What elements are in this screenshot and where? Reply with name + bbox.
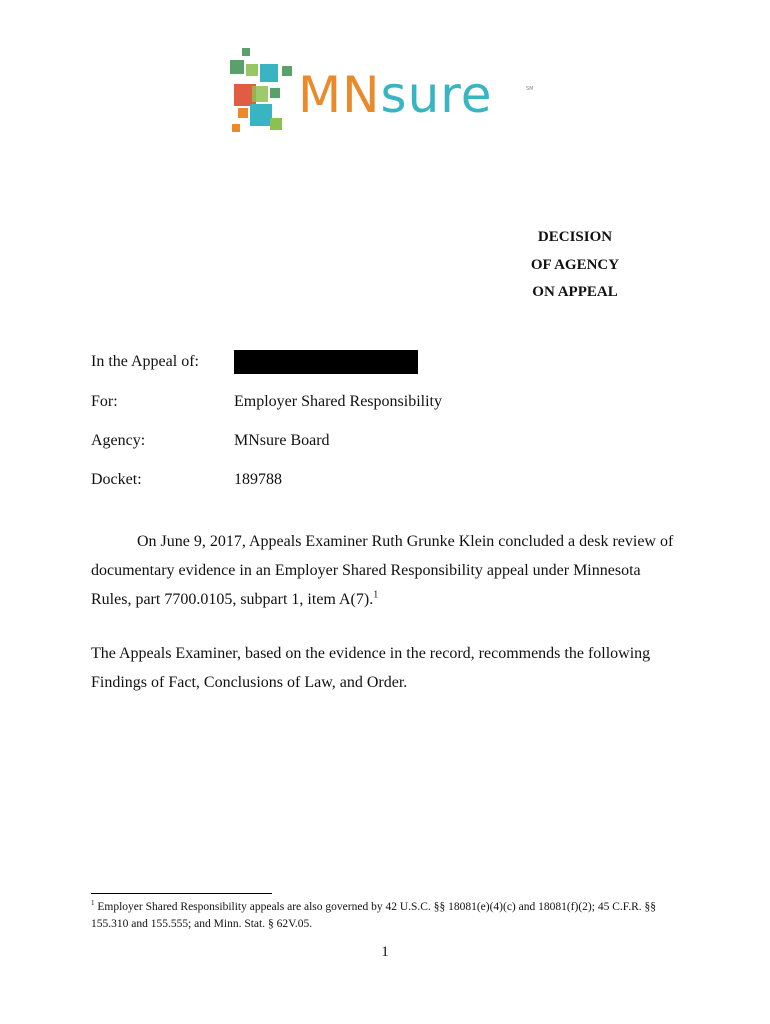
intro-text: On June 9, 2017, Appeals Examiner Ruth Grunke Klein concluded a desk review of documentary evidence in an Employer Shared Responsibility appeal under Minnesota Rules, part 7700.0105, subpart 1, item A(7). [91,533,674,608]
logo-mn-text: MN [298,66,381,124]
intro-paragraph [91,527,681,614]
agency-label: Agency: [91,432,146,449]
logo-sure-text: sure [380,66,493,124]
footnote-ref[interactable]: 1 [373,589,379,601]
recommendation-paragraph: The Appeals Examiner, based on the evidence in the record, recommends the following Findings of Fact, Conclusions of Law, and Order. [91,645,651,691]
page-number: 1 [381,944,389,960]
for-label: For: [91,393,118,410]
document-title [500,224,650,307]
agency-value: MNsure Board [234,432,330,449]
redacted-name [234,350,418,374]
logo-squares-icon [226,48,306,140]
service-mark: SM [526,86,534,92]
footnote-divider [91,893,272,894]
footnote-number: 1 [91,899,95,908]
footnote-text: Employer Shared Responsibility appeals are also governed by 42 U.S.C. §§ 18081(e)(4)(c) and 18081(f)(2); 45 C.F.R. §§ 155.310 and 155.555; and Minn. Stat. § 62V.05. [91,901,657,930]
footnote [91,899,681,933]
appeal-of-label: In the Appeal of: [91,353,199,370]
title-line-2: OF AGENCY [530,256,620,273]
docket-label: Docket: [91,471,142,488]
docket-value: 189788 [234,471,282,488]
title-line-3: ON APPEAL [532,284,618,300]
logo-wordmark [298,66,493,124]
title-line-1: DECISION [537,229,613,245]
for-value: Employer Shared Responsibility [234,393,442,410]
